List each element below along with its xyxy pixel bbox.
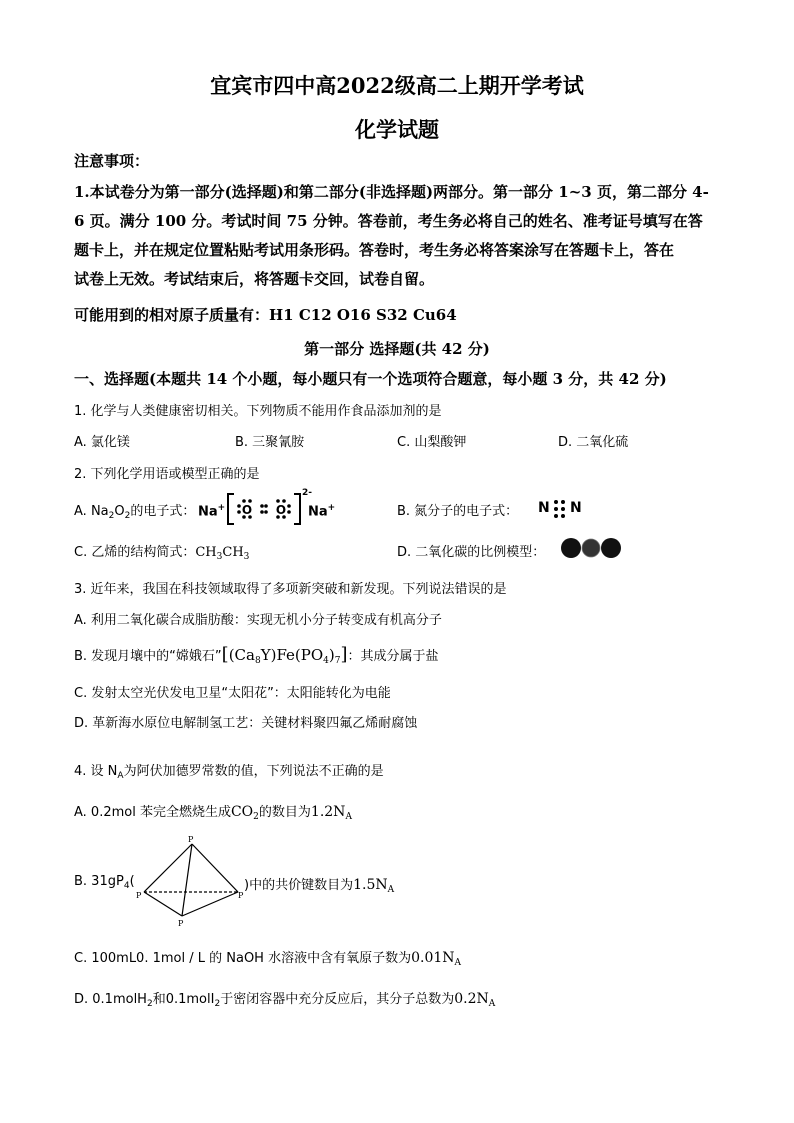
q2-option-a bbox=[74, 500, 195, 521]
q3-option-b: B. 发现月壤中的“嫦娥石$”[(Ca_8Y)Fe(PO_4)_7]$：其成分属于盐 bbox=[74, 644, 439, 666]
q1-stem: 1. 化学与人类健康密切相关。下列物质不能用作食品添加剂的是 bbox=[74, 404, 442, 419]
svg-text:O: O bbox=[241, 503, 253, 517]
q2-a-formula-na: Na bbox=[90, 504, 109, 519]
q2-option-b: B. 氮分子的电子式： bbox=[397, 504, 519, 519]
n-left: N bbox=[538, 500, 550, 516]
chang-e-stone-formula: $[(Ca_8Y)Fe(PO_4)_7]$ bbox=[221, 644, 348, 666]
triple-bond-dots-icon bbox=[551, 498, 569, 520]
q3-option-c: C. 发射太空光伏发电卫星“太阳花”：太阳能转化为电能 bbox=[74, 686, 391, 701]
svg-text:P: P bbox=[136, 891, 142, 900]
notice-heading: 注意事项： bbox=[74, 152, 150, 170]
q4-option-d: D. 0.1molH$_2$和0.1molI$_2$于密闭容器中充分反应后，其分子总数为$0.2N_A$ bbox=[74, 991, 496, 1009]
svg-text:P: P bbox=[188, 835, 194, 844]
q2-a-sub2: 2 bbox=[124, 511, 131, 521]
p4-tetrahedron-diagram-icon bbox=[134, 834, 246, 928]
atomic-masses: 可能用到的相对原子质量有：H1 C12 O16 S32 Cu64 bbox=[74, 306, 457, 324]
notice-line-3: 题卡上，并在规定位置粘贴考试用条形码。答卷时，考生务必将答案涂写在答题卡上，答在 bbox=[74, 241, 675, 259]
na-right: Na+ bbox=[308, 503, 336, 520]
q2-option-d: D. 二氧化碳的比例模型： bbox=[397, 545, 546, 560]
section-title: 一、选择题(本题共 14 个小题，每小题只有一个选项符合题意，每小题 3 分，共 42 分) bbox=[74, 370, 667, 388]
notice-line-2: 6 页。满分 100 分。考试时间 75 分钟。答卷前，考生务必将自己的姓名、准考证号填写在答 bbox=[74, 212, 703, 230]
exam-subtitle: 化学试题 bbox=[355, 117, 439, 142]
q3-stem: 3. 近年来，我国在科技领域取得了多项新突破和新发现。下列说法错误的是 bbox=[74, 582, 507, 597]
q4-stem: 4. 设 $N_A$为阿伏加德罗常数的值，下列说法不正确的是 bbox=[74, 764, 384, 781]
q1-option-d: D. 二氧化硫 bbox=[558, 435, 629, 450]
notice-line-4: 试卷上无效。考试结束后，将答题卡交回，试卷自留。 bbox=[74, 270, 435, 288]
q4-option-b-tail: )中的共价键数目为$1.5N_A$ bbox=[244, 877, 395, 895]
q2-a-sub1: 2 bbox=[108, 511, 115, 521]
q1-option-c: C. 山梨酸钾 bbox=[397, 435, 467, 450]
q4-option-b: B. $31gP_4$( bbox=[74, 874, 135, 891]
q2-stem: 2. 下列化学用语或模型正确的是 bbox=[74, 467, 260, 482]
exam-title: 宜宾市四中高2022级高二上期开学考试 bbox=[210, 73, 584, 98]
part1-title: 第一部分 选择题(共 42 分) bbox=[304, 340, 490, 358]
q1-option-a: A. 氯化镁 bbox=[74, 435, 130, 450]
q2-a-suffix: 的电子式： bbox=[130, 504, 196, 519]
peroxide-charge: 2- bbox=[302, 488, 312, 498]
notice-line-1: 1.本试卷分为第一部分(选择题)和第二部分(非选择题)两部分。第一部分 1~3 页，第二部分 4- bbox=[74, 183, 709, 201]
q3-option-a: A. 利用二氧化碳合成脂肪酸：实现无机小分子转变成有机高分子 bbox=[74, 613, 442, 628]
q2-a-prefix: A. bbox=[74, 504, 91, 519]
q3-option-d: D. 革新海水原位电解制氢工艺：关键材料聚四氟乙烯耐腐蚀 bbox=[74, 716, 418, 731]
q2-a-formula-o: O bbox=[114, 504, 125, 519]
q4-option-a: A. 0.2mol 苯完全燃烧生成$CO_2$的数目为$1.2N_A$ bbox=[74, 804, 352, 822]
q2-option-c: C. 乙烯的结构简式：$CH_3CH_3$ bbox=[74, 545, 250, 562]
svg-text:P: P bbox=[238, 891, 244, 900]
q4-option-c: C. 100mL0. 1mol / L 的 NaOH 水溶液中含有氧原子数为$0.01N_A$ bbox=[74, 950, 462, 968]
co2-space-filling-model-icon bbox=[560, 537, 622, 559]
n-right: N bbox=[570, 500, 582, 516]
q1-option-b: B. 三聚氰胺 bbox=[235, 435, 305, 450]
svg-text:P: P bbox=[178, 919, 184, 928]
peroxide-bracket-icon bbox=[226, 492, 302, 526]
na-left: Na+ bbox=[198, 503, 226, 520]
svg-text:O: O bbox=[275, 503, 287, 517]
